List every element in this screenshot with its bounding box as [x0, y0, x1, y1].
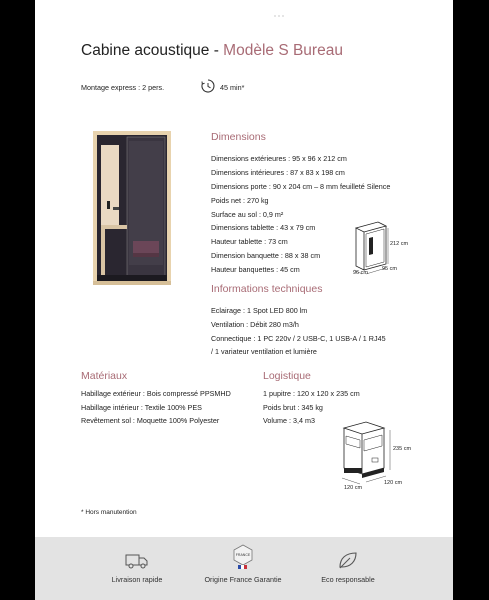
footnote: * Hors manutention [81, 509, 137, 516]
footer-label: Eco responsable [321, 575, 375, 584]
assembly-label: Montage express : 2 pers. [81, 83, 165, 92]
technical-line: Connectique : 1 PC 220v / 2 USB-C, 1 USB-A / 1 RJ45 [211, 334, 386, 343]
technical-title: Informations techniques [211, 283, 323, 295]
materials-line: Habillage intérieur : Textile 100% PES [81, 403, 202, 412]
dimensions-line: Dimensions intérieures : 87 x 83 x 198 cm [211, 168, 345, 177]
dimensions-line: Hauteur banquettes : 45 cm [211, 265, 300, 274]
pallet-depth-label: 120 cm [384, 480, 403, 486]
materials-line: Revêtement sol : Moquette 100% Polyester [81, 416, 220, 425]
dimensions-line: Hauteur tablette : 73 cm [211, 237, 288, 246]
dimensions-title: Dimensions [211, 131, 266, 143]
svg-text:FRANCE: FRANCE [235, 553, 251, 557]
page-title [81, 42, 343, 60]
diagram-width-label: 95 cm [382, 266, 397, 272]
footer-label: Livraison rapide [111, 575, 163, 584]
product-sheet [35, 0, 453, 600]
dimensions-line: Poids net : 270 kg [211, 196, 269, 205]
page-indicator [267, 4, 291, 6]
logistics-title: Logistique [263, 370, 311, 382]
dimensions-line: Surface au sol : 0,9 m² [211, 210, 284, 219]
dimensions-line: Dimensions porte : 90 x 204 cm – 8 mm feuilleté Silence [211, 182, 391, 191]
diagram-depth-label: 96 cm [353, 270, 368, 276]
materials-title: Matériaux [81, 370, 128, 382]
materials-line: Habillage extérieur : Bois compressé PPSMHD [81, 389, 231, 398]
dimensions-line: Dimensions extérieures : 95 x 96 x 212 cm [211, 154, 347, 163]
title-model: Modèle S Bureau [223, 42, 343, 59]
footer-bar [35, 537, 453, 600]
footer-label: Origine France Garantie [204, 575, 282, 584]
logistics-line: 1 pupitre : 120 x 120 x 235 cm [263, 389, 360, 398]
dimensions-line: Dimension banquette : 88 x 38 cm [211, 251, 321, 260]
assembly-time: 45 min* [220, 83, 245, 92]
technical-line: / 1 variateur ventilation et lumière [211, 347, 317, 356]
booth-dimension-diagram [350, 218, 410, 278]
technical-line: Ventilation : Débit 280 m3/h [211, 320, 299, 329]
clock-icon [200, 78, 216, 99]
pallet-width-label: 120 cm [344, 485, 363, 491]
booth-image [93, 131, 171, 285]
technical-line: Eclairage : 1 Spot LED 800 lm [211, 306, 308, 315]
dimensions-line: Dimensions tablette : 43 x 79 cm [211, 223, 316, 232]
logistics-line: Poids brut : 345 kg [263, 403, 323, 412]
pallet-height-label: 235 cm [393, 446, 412, 452]
diagram-height-label: 212 cm [390, 241, 409, 247]
logistics-line: Volume : 3,4 m3 [263, 416, 315, 425]
title-prefix: Cabine acoustique - [81, 42, 224, 59]
